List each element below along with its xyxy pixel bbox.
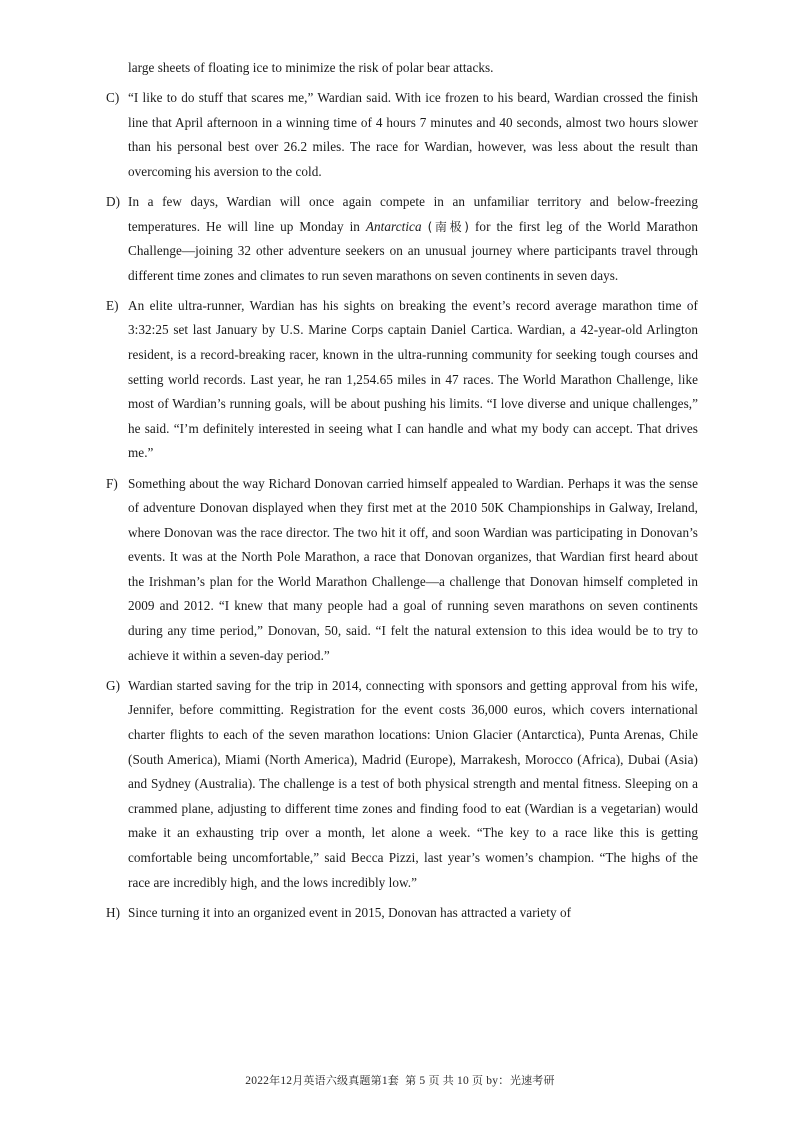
footer-by-label: by： — [486, 1075, 510, 1087]
paragraph-body-h: Since turning it into an organized event in 2015, Donovan has attracted a variety of — [128, 904, 572, 920]
footer-page-number: 5 — [419, 1075, 426, 1087]
footer-year-unit: 年 — [269, 1074, 281, 1087]
page-content — [106, 56, 698, 925]
footer-page-unit: 页 — [428, 1074, 440, 1087]
paragraph-label-e: E) — [106, 297, 119, 313]
paragraph-d-text-before-italic: In a few days, Wardian will once again compete in an unfamiliar territory and below-freezing temperatures. He will line up Monday in — [128, 193, 698, 234]
paragraph-label-h: H) — [106, 904, 121, 920]
paragraph-body-g: Wardian started saving for the trip in 2014, connecting with sponsors and getting approval from his wife, Jennifer, before committing. Registration for the event costs 36,000 euros, which covers international charter flights to each of the seven marathon locations: Union Glacier (Antarctica), Punta Arenas, Chile (South America), Miami (North America), Madrid (Europe), Marrakesh, Morocco (Africa), Dubai (Asia) and Sydney (Australia). The challenge is a test of both physical strength and mental fitness. Sleeping on a crammed plane, adjusting to different time zones and finding food to eat (Wardian is a vegetarian) would make it an exhausting trip over a month, let alone a week. “The key to a race like this is getting comfortable being uncomfortable,” said Becca Pizzi, last year’s women’s champion. “The highs of the race are incredibly high, and the lows incredibly low.” — [128, 677, 698, 890]
paragraph-label-c: C) — [106, 90, 120, 106]
paragraph-body-f: Something about the way Richard Donovan carried himself appealed to Wardian. Perhaps it was the sense of adventure Donovan displayed when they first met at the 2010 50K Championships in Galway, Ireland, where Donovan was the race director. The two hit it off, and soon Wardian was participating in Donovan’s events. It was at the North Pole Marathon, a race that Donovan organizes, that Wardian first heard about the Irishman’s plan for the World Marathon Challenge—a challenge that Donovan himself completed in 2009 and 2012. “I knew that many people had a goal of running seven marathons on seven continents during any time period,” Donovan, 50, said. “I felt the natural extension to this idea would be to try to achieve it within a seven-day period.” — [128, 475, 698, 663]
paragraph-d — [106, 190, 698, 288]
footer-page-label: 第 — [405, 1074, 417, 1087]
paragraph-body-c: “I like to do stuff that scares me,” Wardian said. With ice frozen to his beard, Wardian crossed the finish line that April afternoon in a winning time of 4 hours 7 minutes and 40 seconds, almost two hours slower than his personal best over 26.2 miles. The race for Wardian, however, was less about the result than overcoming his aversion to the cold. — [128, 90, 698, 179]
paragraph-body-e: An elite ultra-runner, Wardian has his sights on breaking the event’s record average marathon time of 3:32:25 set last January by U.S. Marine Corps captain Daniel Cartica. Wardian, a 42-year-old Arlington resident, is a record-breaking racer, known in the ultra-running community for seeking tough courses and setting world records. Last year, he ran 1,254.65 miles in 47 races. The World Marathon Challenge, like most of Wardian’s running goals, will be about pushing his limits. “I love diverse and unique challenges,” he said. “I’m definitely interested in seeing what I can handle and what my body can accept. That drives me.” — [128, 297, 698, 461]
footer-set-unit: 套 — [387, 1074, 399, 1087]
footer-year: 2022 — [245, 1075, 270, 1087]
paragraph-e — [106, 294, 698, 466]
footer-month: 12 — [280, 1075, 293, 1087]
paragraph-g — [106, 674, 698, 895]
footer-total-pages: 10 — [457, 1075, 469, 1087]
italic-term-antarctica: Antarctica — [365, 218, 422, 234]
paragraph-body-d — [128, 190, 698, 288]
paragraph-f — [106, 472, 698, 669]
chinese-gloss-antarctica: (南极) — [427, 219, 470, 234]
footer-month-unit: 月 — [292, 1074, 304, 1087]
page-footer — [0, 1073, 800, 1089]
paragraph-label-f: F) — [106, 475, 118, 491]
continuation-line: large sheets of floating ice to minimize the risk of polar bear attacks. — [128, 60, 494, 75]
footer-total-unit: 页 — [472, 1074, 484, 1087]
footer-source: 光速考研 — [509, 1074, 555, 1087]
footer-exam-name: 英语六级真题第 — [303, 1074, 382, 1087]
paragraph-label-g: G) — [106, 677, 121, 693]
footer-total-label: 共 — [442, 1074, 454, 1087]
paragraph-d-text-after-gloss: for the first leg of the World Marathon Challenge—joining 32 other adventure seekers on an unusual journey where participants travel through different time zones and climates to run seven marathons on seven continents in seven days. — [128, 218, 698, 283]
paragraph-c — [106, 86, 698, 184]
paragraph-label-d: D) — [106, 193, 121, 209]
paragraph-h — [106, 901, 698, 926]
footer-set-number: 1 — [381, 1075, 388, 1087]
